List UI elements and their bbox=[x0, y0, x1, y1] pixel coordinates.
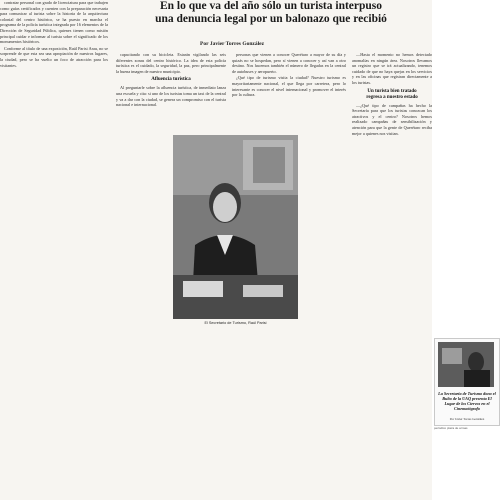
thumbnail-photo bbox=[438, 342, 494, 387]
paragraph: personas que vienen a conocer Querétaro a mayor de su día y quizás no se hospedan, pero sí vienen a conocer y así van a otro destino. Nos hacemos también el número de llegadas en la central de autobuses y aeropuerto. bbox=[232, 52, 346, 74]
text-column-1 bbox=[0, 0, 108, 500]
subhead-right bbox=[352, 89, 432, 101]
related-article-thumbnail bbox=[434, 338, 500, 426]
subhead-right-line-2: regresa a nuestro estado bbox=[366, 94, 418, 100]
portrait-illustration bbox=[173, 135, 298, 319]
paragraph: Conforme al título de una exposición, Raúl Parisi Arau, no se sorprende de que esta sea una apropiación de nuestros lugares, la ciudad, pero se ha vuelto un foco de atracción para los visitantes. bbox=[0, 45, 108, 68]
text-column-4 bbox=[352, 52, 432, 500]
thumbnail-byline: Por Javier Torres González bbox=[449, 417, 485, 421]
paragraph: Al preguntarle sobre la afluencia turística, de inmediato lanza una escuela y cita: si uno de los turistas toma un taxi de la central y va a dar con la ciudad, se genera un compromiso con el turista nacional e internacional. bbox=[116, 85, 226, 108]
thumbnail-caption: periódico plaza de armas bbox=[434, 426, 468, 430]
paragraph: ¿Qué tipo de turismo visita la ciudad? Nuestro turismo es mayoritariamente nacional, el que llega por carretera, pero lo interesante es conocer el nivel internacional y promover el interés por la cultura. bbox=[232, 75, 346, 98]
headline bbox=[112, 0, 430, 26]
photo-caption: El Secretario de Turismo, Raúl Parisi bbox=[204, 321, 267, 325]
paragraph: capacitando con su bicicleta. Estarán vigilando las seis diferentes zonas del centro histórico. La idea de esta policía turística es el cuidado, la seguridad, la paz, pero principalmente la buena imagen de nuestro municipio. bbox=[116, 52, 226, 74]
paragraph: contratar personal con grado de licenciatura para que trabajen como guías certificados y cuenten con la preparación necesaria para comunicar al turista sobre la historia de la arquitectura colonial del centro histórico, se ha puesto en marcha el programa de la policía turística integrada por 16 elementos de la Dirección de Seguridad Pública, quienes tienen como misión principal cuidar e informar al turista sobre el significado de los monumentos históricos. bbox=[0, 0, 108, 45]
paragraph: —Hasta el momento no hemos detectado anomalías en ningún área. Nosotros llevamos un registro que se irá actualizando, tenemos cuidado de que no haya quejas en los servicios y en las oficinas que registran directamente a los turistas. bbox=[352, 52, 432, 85]
subhead-left: Afluencia turística bbox=[151, 77, 191, 83]
thumbnail-image bbox=[438, 342, 494, 387]
headline-line-2: una denuncia legal por un balonazo que recibió bbox=[155, 13, 387, 25]
headline-line-1: En lo que va del año sólo un turista interpuso bbox=[159, 0, 383, 12]
byline: Por Javier Torres González bbox=[200, 41, 265, 47]
article-photo bbox=[173, 135, 298, 319]
subhead-right-line-1: Un turista bien tratado bbox=[367, 88, 417, 94]
paragraph: —¿Qué tipo de campañas ha hecho la Secretaría para que los turistas conozcan los atractivos y el centro? Nosotros hemos realizado campañas de sensibilización y atención para que la gente de Querétaro reciba mejor a quienes nos visitan. bbox=[352, 102, 432, 136]
thumbnail-title: La Secretaría de Turismo dono el Bulto de la UAQ presenta El Lugar de los Ciervos en el Cinematógrafo bbox=[438, 391, 496, 411]
